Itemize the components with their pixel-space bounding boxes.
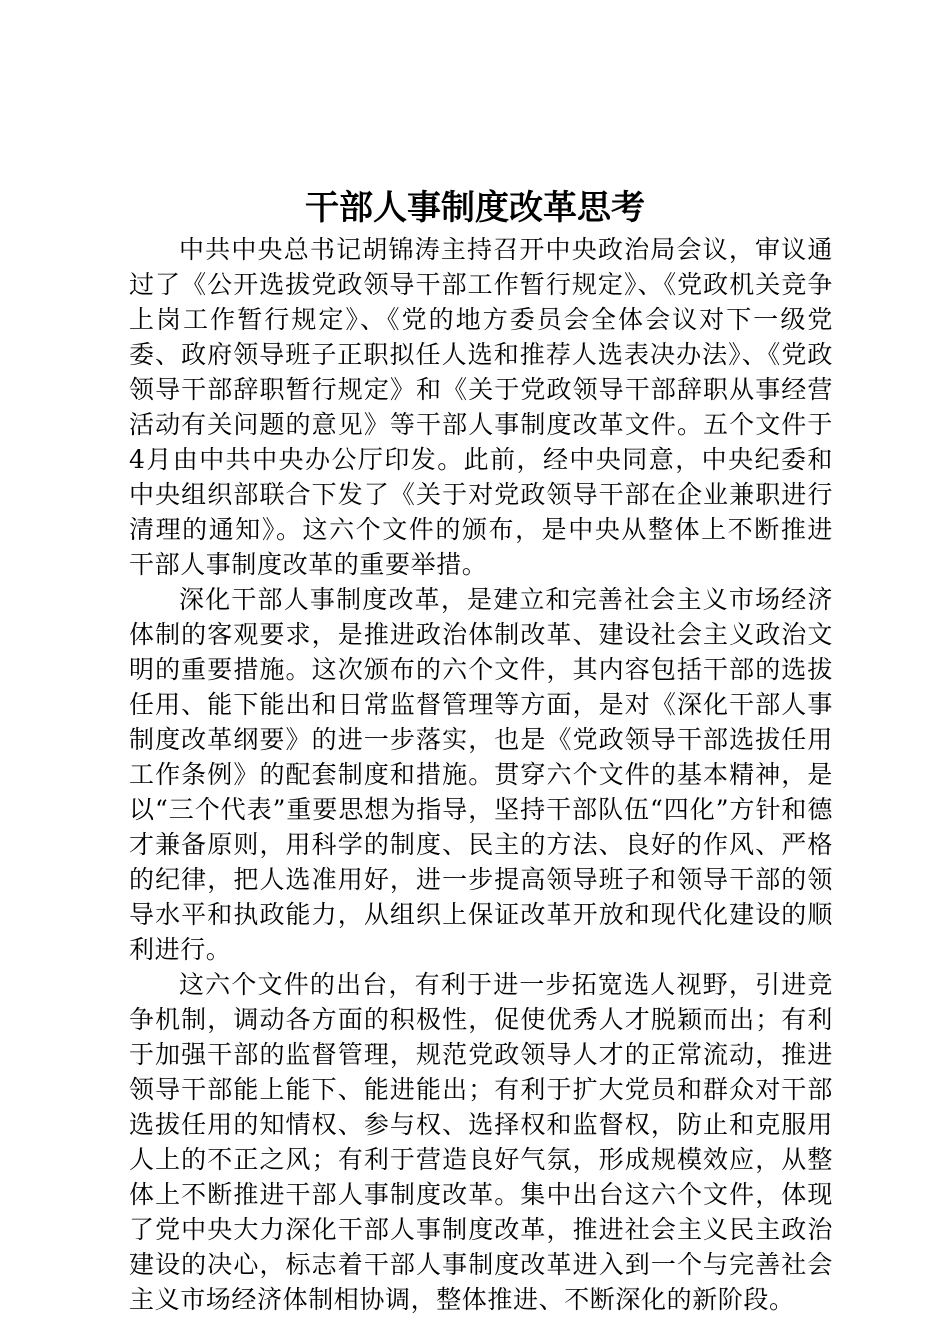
paragraph: 中共中央总书记胡锦涛主持召开中央政治局会议，审议通过了《公开选拔党政领导干部工作暂行规定》、《党政机关竞争上岗工作暂行规定》、《党的地方委员会全体会议对下一级党委、政府领导班子正职拟任人选和推荐人选表决办法》、《党政领导干部辞职暂行规定》和《关于党政领导干部辞职从事经营活动有关问题的意见》等干部人事制度改革文件。五个文件于4月由中共中央办公厅印发。此前，经中央同意，中央纪委和中央组织部联合下发了《关于对党政领导干部在企业兼职进行清理的通知》。这六个文件的颁布，是中央从整体上不断推进干部人事制度改革的重要举措。 [129, 235, 833, 579]
document-title: 干部人事制度改革思考 [305, 188, 645, 228]
document-body [129, 232, 833, 1317]
paragraph: 深化干部人事制度改革，是建立和完善社会主义市场经济体制的客观要求，是推进政治体制改革、建设社会主义政治文明的重要措施。这次颁布的六个文件，其内容包括干部的选拔任用、能下能出和日常监督管理等方面，是对《深化干部人事制度改革纲要》的进一步落实，也是《党政领导干部选拔任用工作条例》的配套制度和措施。贯穿六个文件的基本精神，是以“三个代表”重要思想为指导，坚持干部队伍“四化”方针和德才兼备原则，用科学的制度、民主的方法、良好的作风、严格的纪律，把人选准用好，进一步提高领导班子和领导干部的领导水平和执政能力，从组织上保证改革开放和现代化建设的顺利进行。 [129, 585, 833, 964]
paragraph: 这六个文件的出台，有利于进一步拓宽选人视野，引进竞争机制，调动各方面的积极性，促使优秀人才脱颖而出；有利于加强干部的监督管理，规范党政领导人才的正常流动，推进领导干部能上能下、能进能出；有利于扩大党员和群众对干部选拔任用的知情权、参与权、选择权和监督权，防止和克服用人上的不正之风；有利于营造良好气氛，形成规模效应，从整体上不断推进干部人事制度改革。集中出台这六个文件，体现了党中央大力深化干部人事制度改革，推进社会主义民主政治建设的决心，标志着干部人事制度改革进入到一个与完善社会主义市场经济体制相协调，整体推进、不断深化的新阶段。 [129, 970, 833, 1314]
